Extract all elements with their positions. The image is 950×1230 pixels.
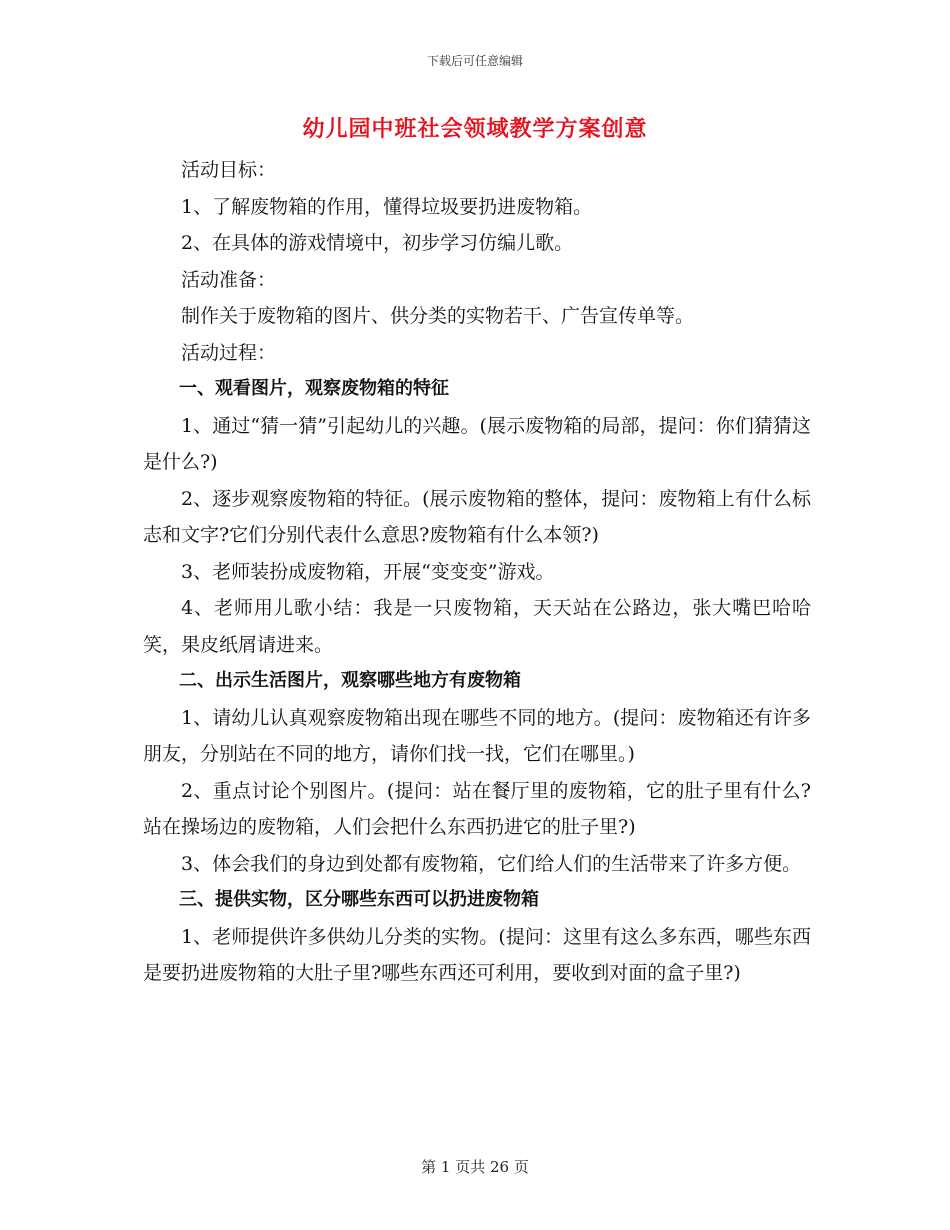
section-heading: 二、出示生活图片，观察哪些地方有废物箱 — [179, 670, 521, 691]
paragraph: 3、体会我们的身边到处都有废物箱，它们给人们的生活带来了许多方便。 — [181, 852, 802, 875]
paragraph: 3、老师装扮成废物箱，开展“变变变”游戏。 — [181, 560, 555, 583]
section-heading: 一、观看图片，观察废物箱的特征 — [179, 378, 449, 399]
page-header: 下载后可任意编辑 — [426, 54, 523, 68]
section-heading: 三、提供实物，区分哪些东西可以扔进废物箱 — [179, 889, 539, 910]
paragraph: 1、通过“猜一猜”引起幼儿的兴趣。(展示废物箱的局部，提问：你们猜猜这是什么?) — [143, 414, 811, 473]
paragraph: 2、逐步观察废物箱的特征。(展示废物箱的整体，提问：废物箱上有什么标志和文字?它们分别代表什么意思?废物箱有什么本领?) — [143, 487, 811, 546]
paragraph: 1、了解废物箱的作用，懂得垃圾要扔进废物箱。 — [181, 195, 593, 218]
paragraph: 2、在具体的游戏情境中，初步学习仿编儿歌。 — [181, 232, 574, 254]
paragraph: 2、重点讨论个别图片。(提问：站在餐厅里的废物箱，它的肚子里有什么?站在操场边的废物箱，人们会把什么东西扔进它的肚子里?) — [143, 779, 811, 838]
paragraph: 制作关于废物箱的图片、供分类的实物若干、广告宣传单等。 — [181, 305, 695, 327]
document-title: 幼儿园中班社会领域教学方案创意 — [302, 116, 648, 142]
paragraph: 活动目标： — [181, 159, 277, 181]
paragraph: 1、请幼儿认真观察废物箱出现在哪些不同的地方。(提问：废物箱还有许多朋友，分别站在不同的地方，请你们找一找，它们在哪里。) — [143, 706, 811, 765]
paragraph: 4、老师用儿歌小结：我是一只废物箱，天天站在公路边，张大嘴巴哈哈笑，果皮纸屑请进来。 — [143, 597, 811, 656]
paragraph: 活动过程： — [181, 341, 277, 364]
document-body — [143, 152, 811, 992]
page-footer: 第 1 页共 26 页 — [421, 1158, 529, 1176]
paragraph: 1、老师提供许多供幼儿分类的实物。(提问：这里有这么多东西，哪些东西是要扔进废物箱的大肚子里?哪些东西还可利用，要收到对面的盒子里?) — [143, 925, 811, 984]
paragraph: 活动准备： — [181, 268, 277, 291]
